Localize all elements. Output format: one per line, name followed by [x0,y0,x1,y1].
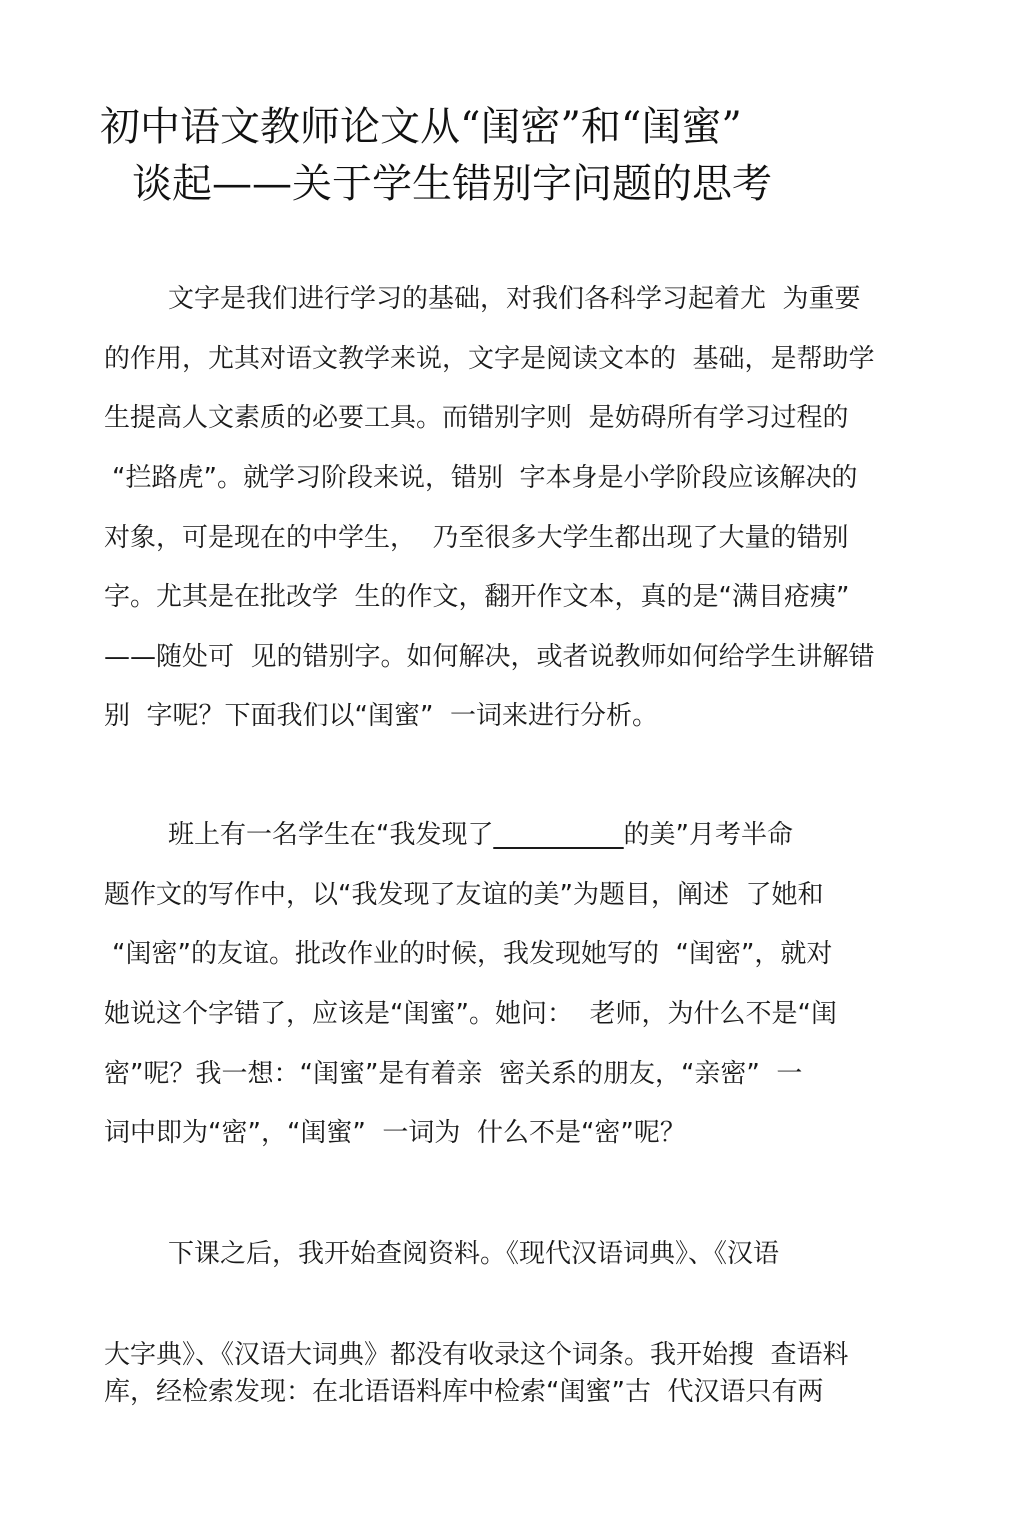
paragraph-1-line-5: 对象，可是现在的中学生， 乃至很多大学生都出现了大量的错别 [104,523,849,553]
paragraph-1-line-8: 别 字呢？下面我们以“闺蜜” 一词来进行分析。 [104,701,658,731]
paragraph-4-line-1: 大字典》、《汉语大词典》都没有收录这个词条。我开始搜 查语料 [104,1340,849,1370]
title-line-1: 初中语文教师论文从“闺密”和“闺蜜” [100,104,742,150]
paragraph-1-line-2: 的作用，尤其对语文教学来说，文字是阅读文本的 基础，是帮助学 [104,344,875,374]
title-line-2: 谈起——关于学生错别字问题的思考 [132,161,772,207]
paragraph-2-line-2: 题作文的写作中，以“我发现了友谊的美”为题目，阐述 了她和 [104,880,824,910]
paragraph-2-line-5: 密”呢？我一想：“闺蜜”是有着亲 密关系的朋友，“亲密” 一 [104,1059,803,1089]
paragraph-2-line-1 [168,817,793,853]
paragraph-3-line-1: 下课之后，我开始查阅资料。《现代汉语词典》、《汉语 [168,1239,780,1269]
paragraph-4-line-2: 库，经检索发现：在北语语料库中检索“闺蜜”古 代汉语只有两 [104,1377,824,1407]
paragraph-2-prefix: 班上有一名学生在“我发现了 [168,820,494,850]
paragraph-2-line-4: 她说这个字错了，应该是“闺蜜”。她问： 老师，为什么不是“闺 [104,999,837,1029]
paragraph-1-line-7: ——随处可 见的错别字。如何解决，或者说教师如何给学生讲解错 [104,642,875,672]
paragraph-1-line-1: 文字是我们进行学习的基础，对我们各科学习起着尤 为重要 [168,284,861,314]
paragraph-1-line-4: “拦路虎”。就学习阶段来说，错别 字本身是小学阶段应该解决的 [112,463,858,493]
paragraph-2-suffix: 的美”月考半命 [623,820,793,850]
paragraph-1-line-6: 字。尤其是在批改学 生的作文，翻开作文本，真的是“满目疮痍” [104,582,850,612]
paragraph-1-line-3: 生提高人文素质的必要工具。而错别字则 是妨碍所有学习过程的 [104,403,849,433]
fill-in-blank: __________ [493,820,624,850]
paragraph-2-line-6: 词中即为“密”，“闺蜜” 一词为 什么不是“密”呢？ [104,1118,686,1148]
paragraph-2-line-3: “闺密”的友谊。批改作业的时候，我发现她写的 “闺密”，就对 [112,939,833,969]
